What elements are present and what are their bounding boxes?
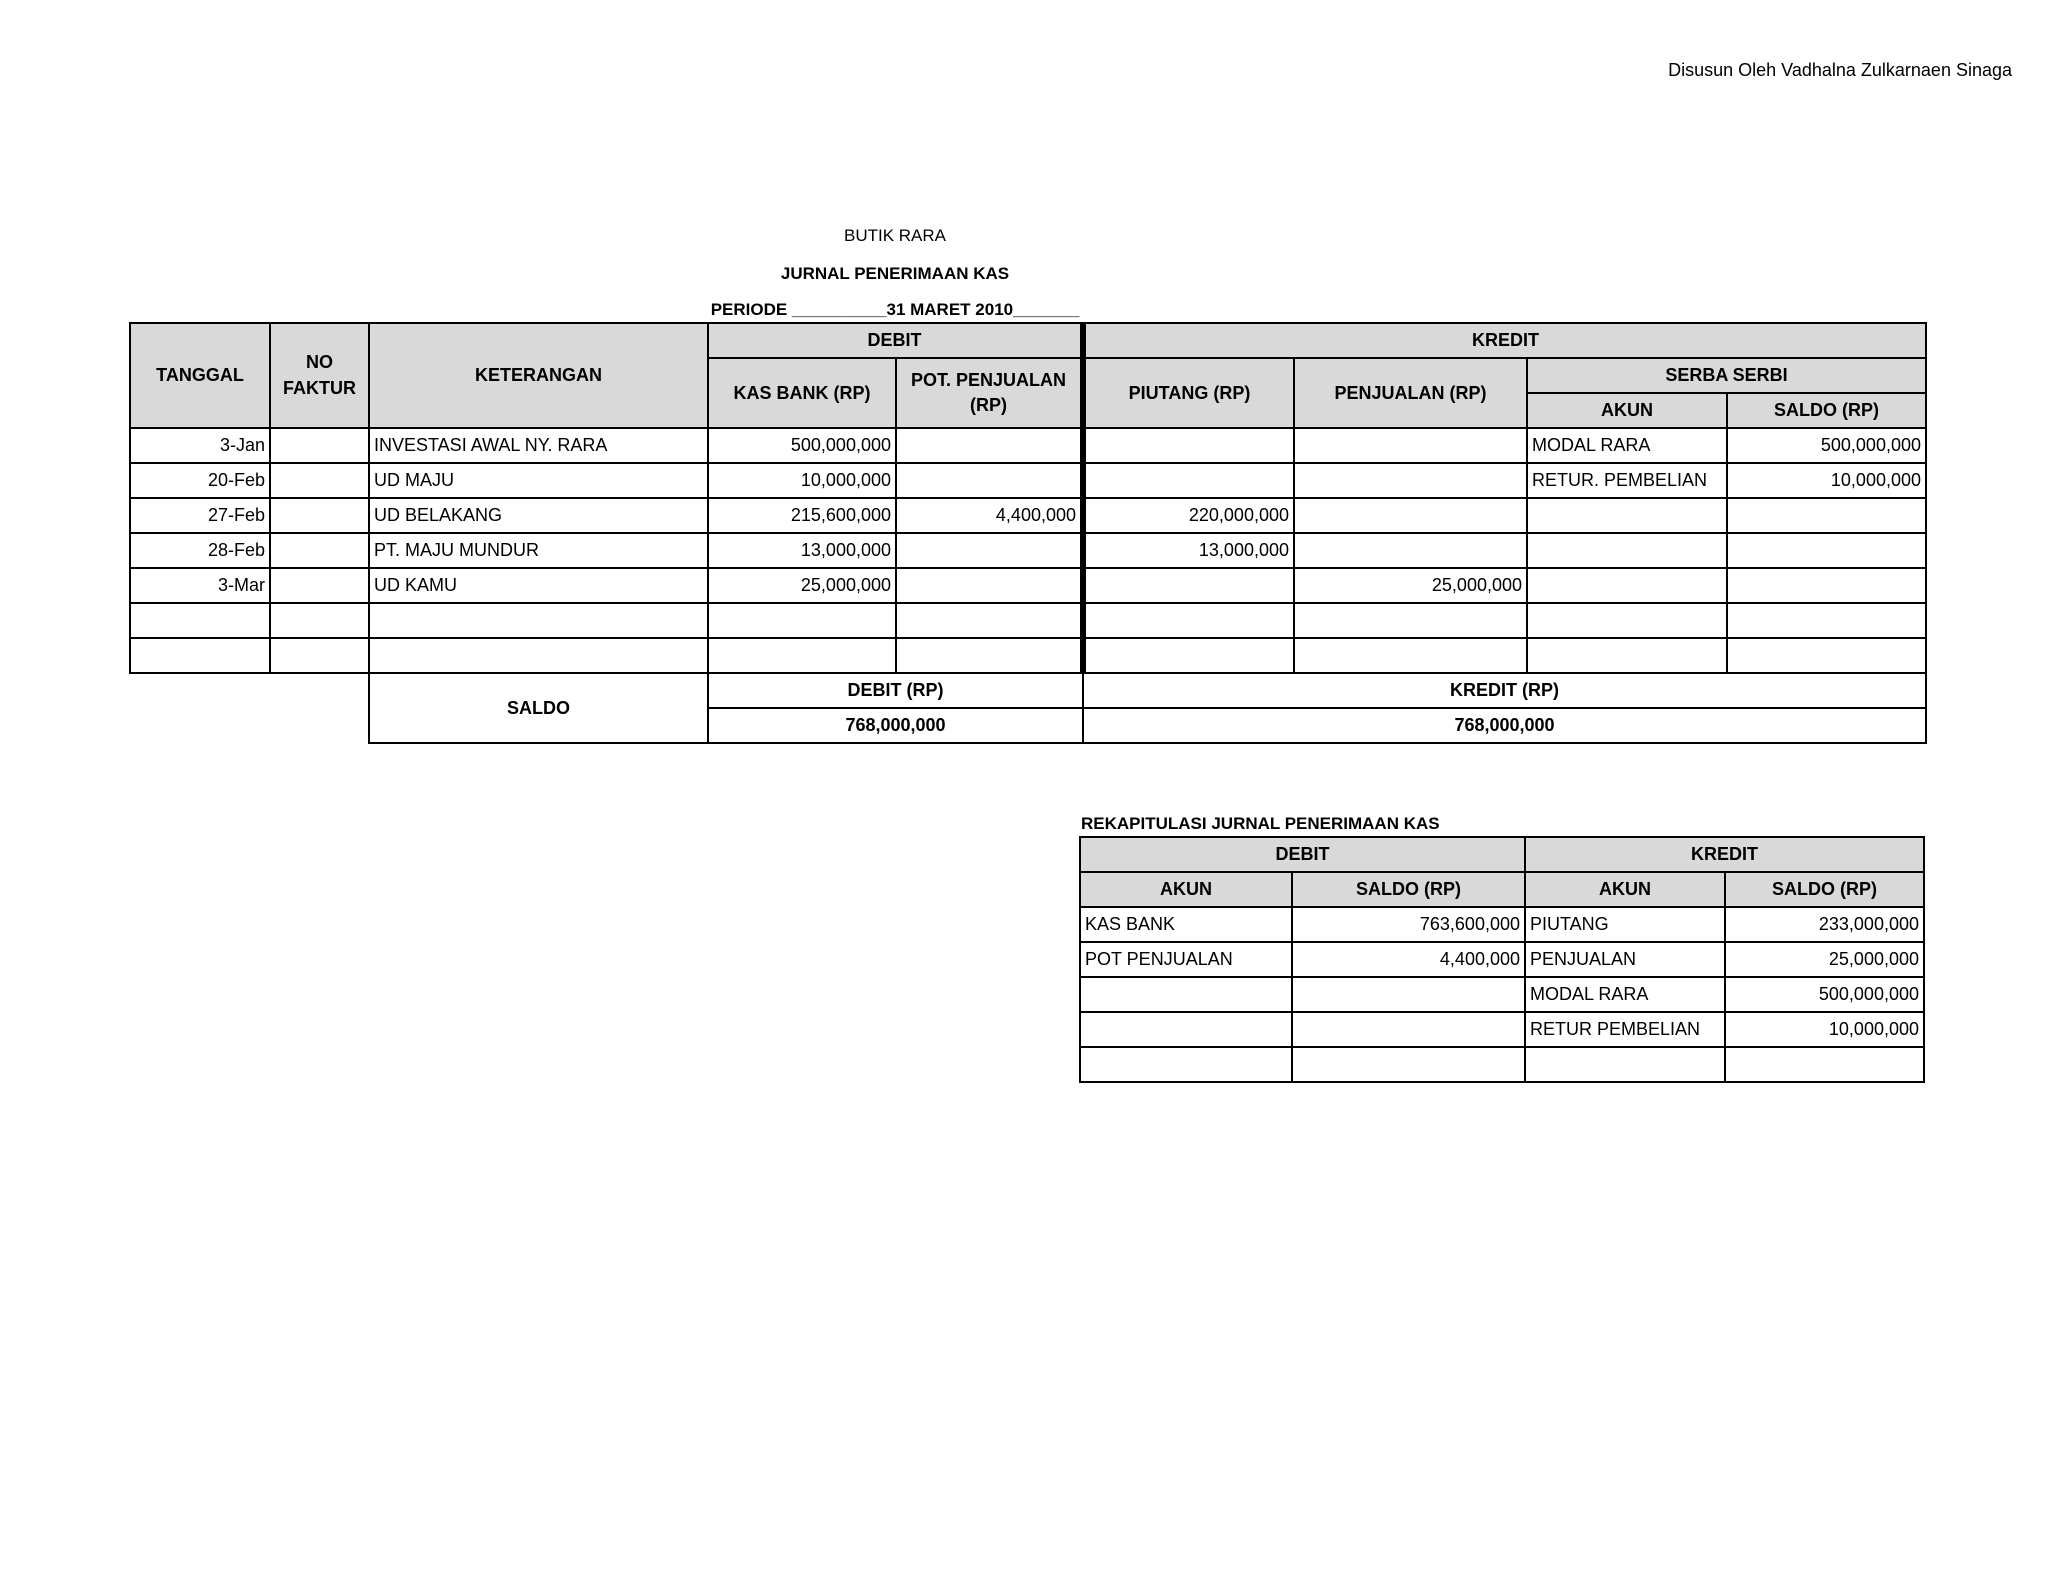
- recap-cell-kredit-akun: MODAL RARA: [1525, 977, 1725, 1012]
- cell-akun: MODAL RARA: [1527, 428, 1727, 463]
- recap-header-kredit-saldo: SALDO (RP): [1725, 872, 1924, 907]
- recap-cell-debit-akun: [1080, 977, 1292, 1012]
- cell-piutang: 13,000,000: [1083, 533, 1294, 568]
- cell-penjualan: [1294, 428, 1527, 463]
- recap-cell-debit-akun: [1080, 1047, 1292, 1082]
- recap-cell-kredit-akun: PIUTANG: [1525, 907, 1725, 942]
- recap-table: [1079, 836, 1925, 1083]
- cell-tanggal: 3-Mar: [130, 568, 270, 603]
- cell-penjualan: [1294, 463, 1527, 498]
- recap-cell-kredit-akun: PENJUALAN: [1525, 942, 1725, 977]
- cell-tanggal: 27-Feb: [130, 498, 270, 533]
- cell-no-faktur: [270, 638, 369, 673]
- recap-header-kredit-akun: AKUN: [1525, 872, 1725, 907]
- cash-receipts-journal-table: [129, 322, 1927, 744]
- cell-piutang: [1083, 568, 1294, 603]
- header-penjualan: PENJUALAN (RP): [1294, 358, 1527, 428]
- cell-no-faktur: [270, 498, 369, 533]
- cell-akun: [1527, 603, 1727, 638]
- journal-title: JURNAL PENERIMAAN KAS: [780, 264, 1010, 283]
- cell-keterangan: [369, 638, 708, 673]
- cell-pot-penjualan: [896, 533, 1083, 568]
- cell-kas-bank: [708, 638, 896, 673]
- cell-penjualan: [1294, 603, 1527, 638]
- recap-cell-kredit-saldo: 25,000,000: [1725, 942, 1924, 977]
- cell-tanggal: 28-Feb: [130, 533, 270, 568]
- cell-keterangan: [369, 603, 708, 638]
- cell-pot-penjualan: [896, 568, 1083, 603]
- header-keterangan: KETERANGAN: [369, 323, 708, 428]
- cell-akun: RETUR. PEMBELIAN: [1527, 463, 1727, 498]
- recap-header-debit-saldo: SALDO (RP): [1292, 872, 1525, 907]
- cell-penjualan: 25,000,000: [1294, 568, 1527, 603]
- cell-akun: [1527, 568, 1727, 603]
- recap-cell-debit-saldo: 4,400,000: [1292, 942, 1525, 977]
- cell-saldo: [1727, 638, 1926, 673]
- table-row: [130, 638, 1926, 673]
- cell-saldo: [1727, 498, 1926, 533]
- saldo-label: SALDO: [369, 673, 708, 743]
- recap-cell-kredit-saldo: 10,000,000: [1725, 1012, 1924, 1047]
- recap-cell-debit-akun: KAS BANK: [1080, 907, 1292, 942]
- cell-tanggal: [130, 638, 270, 673]
- recap-cell-debit-akun: POT PENJUALAN: [1080, 942, 1292, 977]
- cell-no-faktur: [270, 533, 369, 568]
- table-row: [130, 498, 1926, 533]
- cell-pot-penjualan: [896, 638, 1083, 673]
- cell-pot-penjualan: [896, 428, 1083, 463]
- header-pot-penjualan: POT. PENJUALAN (RP): [896, 358, 1083, 428]
- saldo-kredit-value: 768,000,000: [1083, 708, 1926, 743]
- header-tanggal: TANGGAL: [130, 323, 270, 428]
- cell-tanggal: 20-Feb: [130, 463, 270, 498]
- recap-cell-debit-saldo: [1292, 1047, 1525, 1082]
- table-row: [130, 463, 1926, 498]
- author-credit: Disusun Oleh Vadhalna Zulkarnaen Sinaga: [1668, 60, 2012, 80]
- header-serba-serbi: SERBA SERBI: [1527, 358, 1926, 393]
- blank-area: [130, 673, 369, 743]
- cell-piutang: [1083, 463, 1294, 498]
- recap-title: REKAPITULASI JURNAL PENERIMAAN KAS: [1081, 814, 1440, 833]
- cell-saldo: [1727, 603, 1926, 638]
- cell-kas-bank: 13,000,000: [708, 533, 896, 568]
- table-row: [1080, 1012, 1924, 1047]
- table-row: [130, 568, 1926, 603]
- cell-keterangan: UD KAMU: [369, 568, 708, 603]
- company-name: BUTIK RARA: [843, 226, 947, 245]
- cell-kas-bank: 10,000,000: [708, 463, 896, 498]
- table-row: [1080, 907, 1924, 942]
- table-row: [130, 533, 1926, 568]
- cell-keterangan: INVESTASI AWAL NY. RARA: [369, 428, 708, 463]
- recap-cell-kredit-saldo: 233,000,000: [1725, 907, 1924, 942]
- recap-header-debit: DEBIT: [1080, 837, 1525, 872]
- header-no-faktur: NO FAKTUR: [270, 323, 369, 428]
- cell-piutang: [1083, 603, 1294, 638]
- cell-pot-penjualan: [896, 463, 1083, 498]
- header-debit: DEBIT: [708, 323, 1083, 358]
- cell-keterangan: UD BELAKANG: [369, 498, 708, 533]
- recap-cell-debit-saldo: [1292, 977, 1525, 1012]
- cell-piutang: 220,000,000: [1083, 498, 1294, 533]
- cell-akun: [1527, 638, 1727, 673]
- recap-cell-debit-saldo: 763,600,000: [1292, 907, 1525, 942]
- cell-kas-bank: 215,600,000: [708, 498, 896, 533]
- header-kredit: KREDIT: [1083, 323, 1926, 358]
- recap-cell-kredit-akun: [1525, 1047, 1725, 1082]
- journal-period: PERIODE __________31 MARET 2010_______: [710, 300, 1080, 319]
- recap-header-debit-akun: AKUN: [1080, 872, 1292, 907]
- cell-kas-bank: [708, 603, 896, 638]
- cell-akun: [1527, 533, 1727, 568]
- cell-piutang: [1083, 638, 1294, 673]
- cell-saldo: [1727, 568, 1926, 603]
- cell-no-faktur: [270, 428, 369, 463]
- recap-cell-kredit-saldo: 500,000,000: [1725, 977, 1924, 1012]
- cell-keterangan: UD MAJU: [369, 463, 708, 498]
- cell-pot-penjualan: 4,400,000: [896, 498, 1083, 533]
- recap-cell-debit-saldo: [1292, 1012, 1525, 1047]
- header-kas-bank: KAS BANK (RP): [708, 358, 896, 428]
- cell-piutang: [1083, 428, 1294, 463]
- cell-penjualan: [1294, 638, 1527, 673]
- header-piutang: PIUTANG (RP): [1083, 358, 1294, 428]
- cell-keterangan: PT. MAJU MUNDUR: [369, 533, 708, 568]
- saldo-kredit-label: KREDIT (RP): [1083, 673, 1926, 708]
- cell-kas-bank: 500,000,000: [708, 428, 896, 463]
- cell-saldo: 10,000,000: [1727, 463, 1926, 498]
- saldo-debit-value: 768,000,000: [708, 708, 1083, 743]
- table-row: [130, 428, 1926, 463]
- table-row: [1080, 977, 1924, 1012]
- cell-kas-bank: 25,000,000: [708, 568, 896, 603]
- header-saldo: SALDO (RP): [1727, 393, 1926, 428]
- saldo-debit-label: DEBIT (RP): [708, 673, 1083, 708]
- recap-cell-kredit-akun: RETUR PEMBELIAN: [1525, 1012, 1725, 1047]
- cell-tanggal: [130, 603, 270, 638]
- cell-no-faktur: [270, 568, 369, 603]
- recap-header-kredit: KREDIT: [1525, 837, 1924, 872]
- cell-tanggal: 3-Jan: [130, 428, 270, 463]
- cell-saldo: 500,000,000: [1727, 428, 1926, 463]
- table-row: [1080, 1047, 1924, 1082]
- cell-akun: [1527, 498, 1727, 533]
- cell-penjualan: [1294, 498, 1527, 533]
- cell-no-faktur: [270, 603, 369, 638]
- header-akun: AKUN: [1527, 393, 1727, 428]
- cell-saldo: [1727, 533, 1926, 568]
- recap-cell-debit-akun: [1080, 1012, 1292, 1047]
- cell-no-faktur: [270, 463, 369, 498]
- table-row: [1080, 942, 1924, 977]
- cell-penjualan: [1294, 533, 1527, 568]
- cell-pot-penjualan: [896, 603, 1083, 638]
- recap-cell-kredit-saldo: [1725, 1047, 1924, 1082]
- table-row: [130, 603, 1926, 638]
